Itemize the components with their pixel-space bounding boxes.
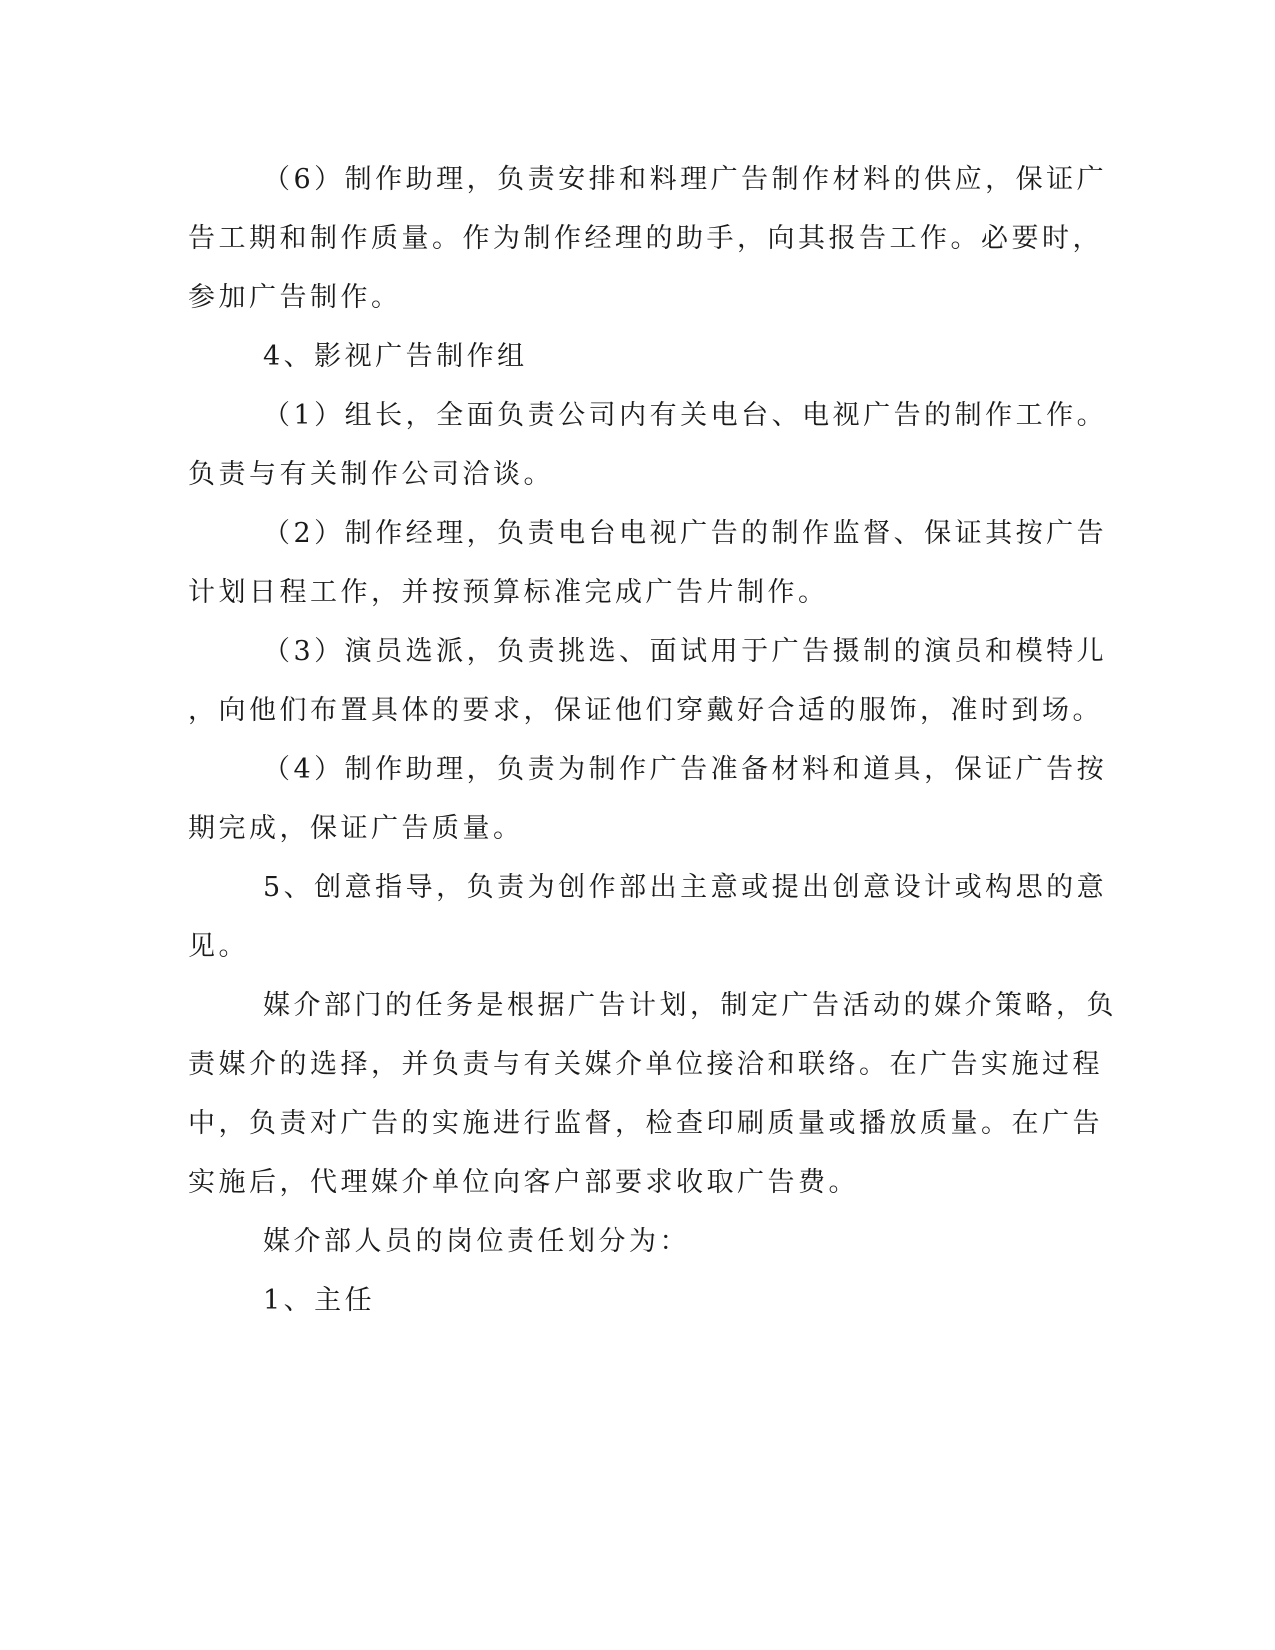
paragraph-line: 见。 bbox=[188, 931, 249, 962]
paragraph-line: 参加广告制作。 bbox=[188, 282, 402, 313]
paragraph-line: 5、创意指导，负责为创作部出主意或提出创意设计或构思的意 bbox=[263, 872, 1108, 903]
section-heading: 1、主任 bbox=[263, 1285, 376, 1316]
paragraph-line: 媒介部人员的岗位责任划分为： bbox=[263, 1226, 690, 1257]
paragraph-line: 实施后，代理媒介单位向客户部要求收取广告费。 bbox=[188, 1167, 859, 1198]
paragraph-line: 告工期和制作质量。作为制作经理的助手，向其报告工作。必要时， bbox=[188, 223, 1103, 254]
paragraph-line: 期完成，保证广告质量。 bbox=[188, 813, 524, 844]
paragraph-line: （4）制作助理，负责为制作广告准备材料和道具，保证广告按 bbox=[263, 754, 1108, 785]
paragraph-line: （3）演员选派，负责挑选、面试用于广告摄制的演员和模特儿 bbox=[263, 636, 1108, 667]
section-heading: 4、影视广告制作组 bbox=[263, 341, 528, 372]
paragraph-line: （6）制作助理，负责安排和料理广告制作材料的供应，保证广 bbox=[263, 164, 1108, 195]
paragraph-line: 中，负责对广告的实施进行监督，检查印刷质量或播放质量。在广告 bbox=[188, 1108, 1103, 1139]
paragraph-line: 责媒介的选择，并负责与有关媒介单位接洽和联络。在广告实施过程 bbox=[188, 1049, 1103, 1080]
paragraph-line: 负责与有关制作公司洽谈。 bbox=[188, 459, 554, 490]
paragraph-line: 媒介部门的任务是根据广告计划，制定广告活动的媒介策略，负 bbox=[263, 990, 1117, 1021]
paragraph-line: ，向他们布置具体的要求，保证他们穿戴好合适的服饰，准时到场。 bbox=[188, 695, 1103, 726]
paragraph-line: 计划日程工作，并按预算标准完成广告片制作。 bbox=[188, 577, 829, 608]
paragraph-line: （1）组长，全面负责公司内有关电台、电视广告的制作工作。 bbox=[263, 400, 1108, 431]
paragraph-line: （2）制作经理，负责电台电视广告的制作监督、保证其按广告 bbox=[263, 518, 1108, 549]
